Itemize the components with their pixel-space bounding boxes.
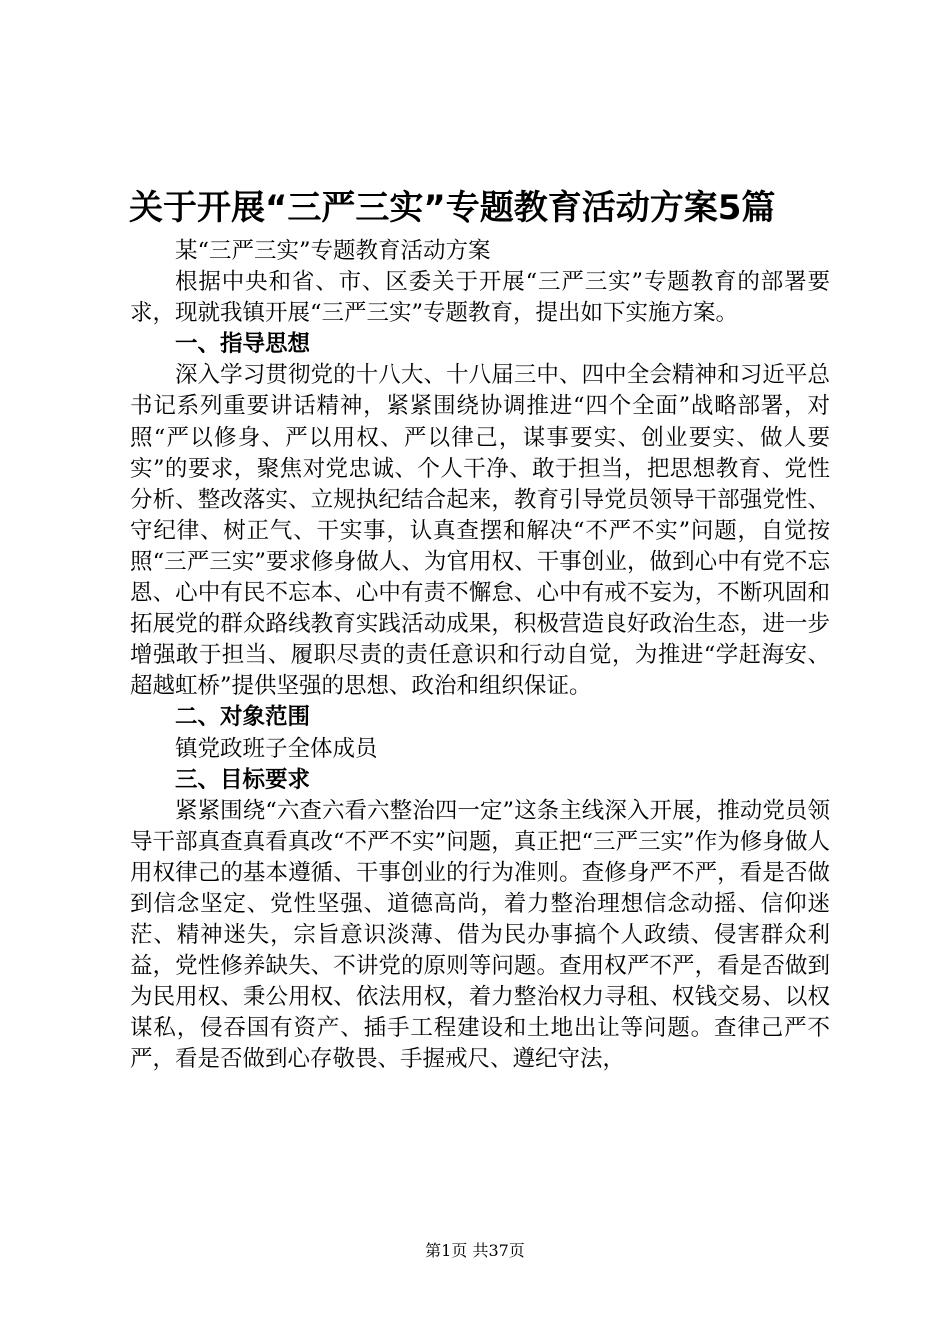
section-body-target-scope: 镇党政班子全体成员: [175, 735, 378, 762]
section-body-guiding-ideology: 深入学习贯彻党的十八大、十八届三中、四中全会精神和习近平总书记系列重要讲话精神，紧紧围绕协调推进“四个全面”战略部署，对照“严以修身、严以用权、严以律己，谋事要实、创业要实、做人要实”的要求，聚焦对党忠诚、个人干净、敢于担当，把思想教育、党性分析、整改落实、立规执纪结合起来，教育引导党员领导干部强党性、守纪律、树正气、干实事，认真查摆和解决“不严不实”问题，自觉按照“三严三实”要求修身做人、为官用权、干事创业，做到心中有党不忘恩、心中有民不忘本、心中有责不懈怠、心中有戒不妄为，不断巩固和拓展党的群众路线教育实践活动成果，积极营造良好政治生态，进一步增强敢于担当、履职尽责的责任意识和行动自觉，为推进“学赶海安、超越虹桥”提供坚强的思想、政治和组织保证。: [130, 362, 830, 700]
intro-paragraph: 根据中央和省、市、区委关于开展“三严三实”专题教育的部署要求，现就我镇开展“三严三实”专题教育，提出如下实施方案。: [130, 269, 830, 327]
document-title: 关于开展“三严三实”专题教育活动方案5篇: [129, 188, 776, 228]
document-body: [130, 236, 830, 1076]
subtitle-paragraph: 某“三严三实”专题教育活动方案: [175, 238, 491, 264]
section-heading-target-scope: 二、对象范围: [175, 704, 311, 731]
section-body-goals: 紧紧围绕“六查六看六整治四一定”这条主线深入开展，推动党员领导干部真查真看真改“不严不实”问题，真正把“三严三实”作为修身做人用权律己的基本遵循、干事创业的行为准则。查修身严不严，看是否做到信念坚定、党性坚强、道德高尚，着力整治理想信念动摇、信仰迷茫、精神迷失，宗旨意识淡薄、借为民办事搞个人政绩、侵害群众利益，党性修养缺失、不讲党的原则等问题。查用权严不严，看是否做到为民用权、秉公用权、依法用权，着力整治权力寻租、权钱交易、以权谋私，侵吞国有资产、插手工程建设和土地出让等问题。查律己严不严，看是否做到心存敬畏、手握戒尺、遵纪守法，: [130, 797, 830, 1073]
page-number-footer: 第1页 共37页: [425, 1241, 525, 1260]
section-heading-goals: 三、目标要求: [175, 766, 311, 793]
section-heading-guiding-ideology: 一、指导思想: [175, 331, 311, 358]
